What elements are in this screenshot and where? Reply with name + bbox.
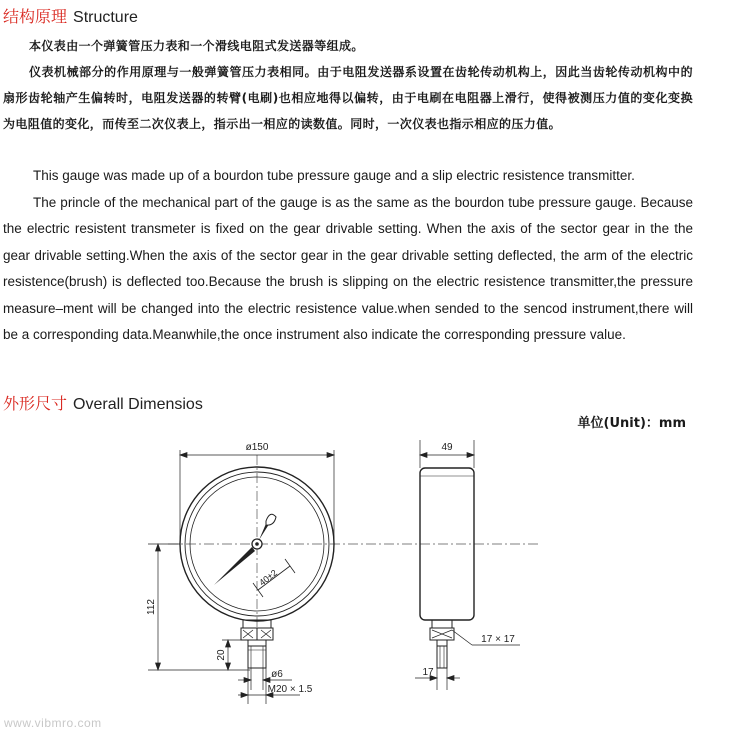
front-dimensions: [148, 450, 334, 704]
dim-inner-dia: ø6: [271, 669, 283, 680]
structure-title-cn: 结构原理: [3, 7, 68, 26]
dim-thread: M20 × 1.5: [267, 684, 313, 695]
watermark: www.vibmro.com: [4, 716, 102, 730]
en-paragraph: The princle of the mechanical part of the gauge is as the same as the bourdon tube pressure gauge. Because the electric resistent transmeter is fixed on the gear drivable setting. When the axis of the sector gear in the the gear drivable setting.When the axis of the sector gear in the gear drivable setting deflected, the arm of the electric resistence(brush) is deflected too.Because the brush is slipping on the electric resistence transmitter,the pressure measure–ment will be changed into the electric resistence value.when sended to the sencod instrument,there will be a corresponding data.Meanwhile,the once instrument also indicate the corresponding pressure value.: [3, 194, 693, 342]
dim-hex: 17 × 17: [481, 634, 515, 645]
side-dimensions: [415, 440, 520, 690]
cn-paragraph: 本仪表由一个弹簧管压力表和一个滑线电阻式发送器等组成。: [29, 39, 364, 53]
dim-stem-length: 20: [216, 649, 227, 661]
dimensions-title-en: Overall Dimensios: [73, 396, 203, 413]
dim-side-stem: 17: [422, 667, 434, 678]
cn-paragraph: 仪表机械部分的作用原理与一般弹簧管压力表相同。由于电阻发送器系设置在齿轮传动机构上，因此当齿轮传动机构中的扇形齿轮轴产生偏转时，电阻发送器的转臂(电刷)也相应地得以偏转，由于电刷在电阻器上滑行，使得被测压力值的变化变换为电阻值的变化，而传至二次仪表上，指示出一相应的读数值。同时，一次仪表也指示相应的压力值。: [3, 65, 693, 131]
dim-height: 112: [146, 599, 157, 615]
dim-depth: 49: [441, 442, 453, 453]
unit-label: 单位(Unit)：mm: [577, 416, 686, 431]
dimensions-title-cn: 外形尺寸: [3, 394, 68, 413]
gauge-socket: [241, 620, 273, 668]
en-paragraph: This gauge was made up of a bourdon tube pressure gauge and a slip electric resistence transmitter.: [33, 168, 635, 183]
structure-title-en: Structure: [73, 9, 138, 26]
dim-diameter: ø150: [245, 442, 269, 453]
center-lines: [168, 455, 540, 640]
dim-dial-mark: 40±2: [257, 567, 280, 588]
gauge-side-view: [420, 468, 474, 668]
